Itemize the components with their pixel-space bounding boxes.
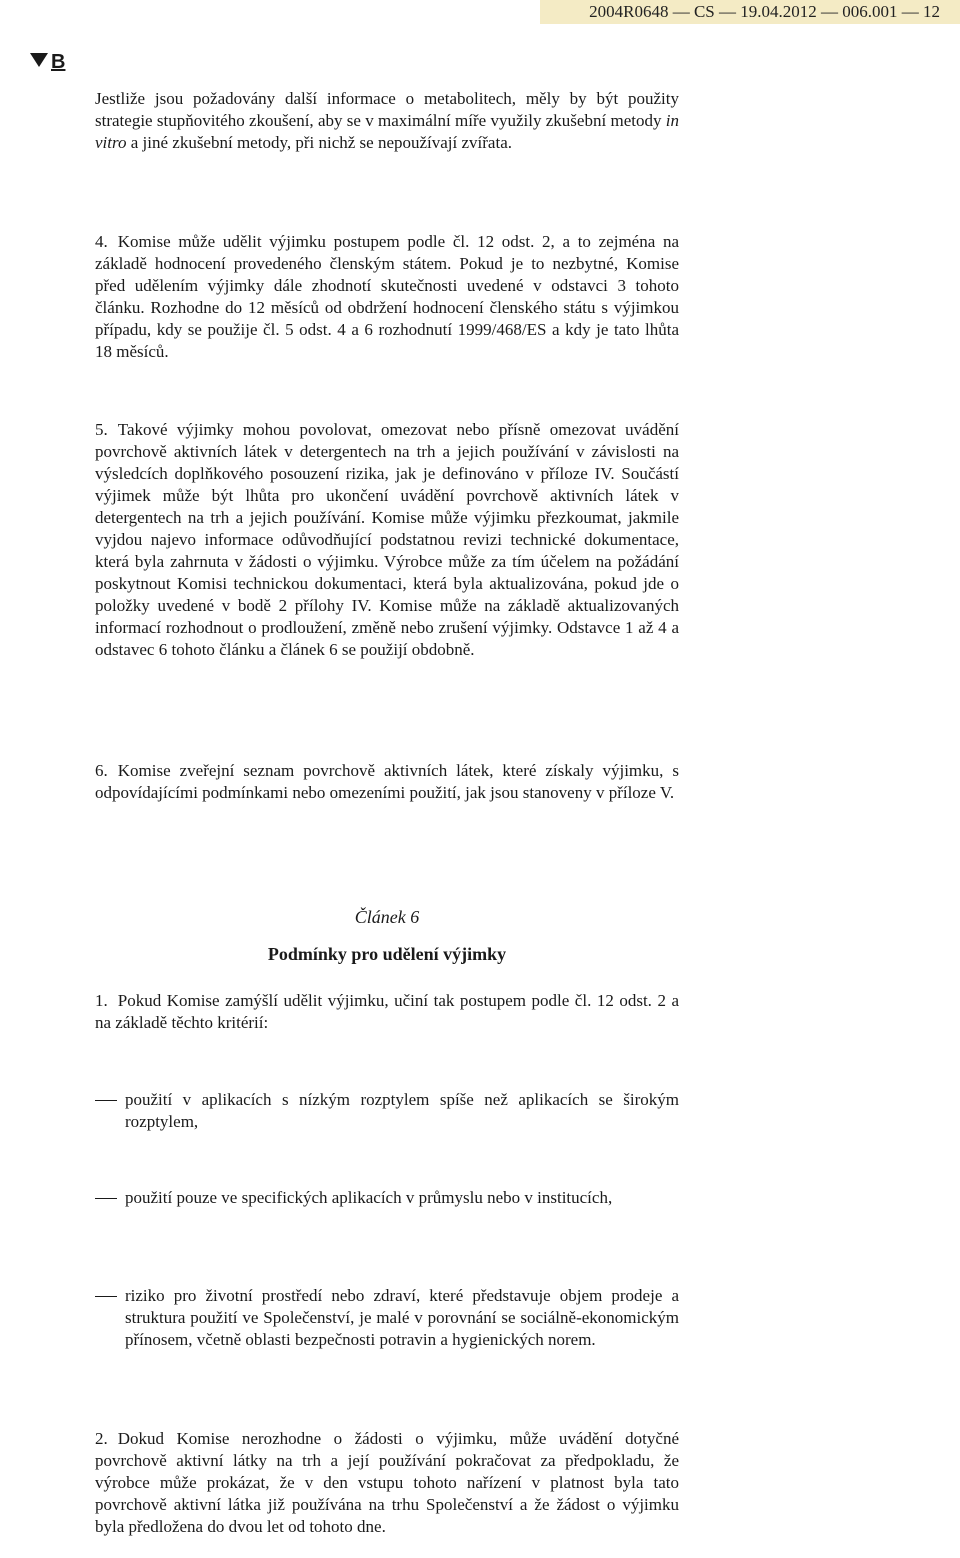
intro-paragraph xyxy=(95,88,679,154)
criteria-item xyxy=(95,1089,679,1133)
article-6-paragraph-2 xyxy=(95,1428,679,1538)
dash-bullet-icon xyxy=(95,1285,117,1307)
paragraph-6 xyxy=(95,760,679,804)
criteria-item-text: použití pouze ve specifických aplikacích v průmyslu nebo v institucích, xyxy=(125,1188,613,1207)
amendment-marker xyxy=(30,50,65,74)
paragraph-5-number: 5. xyxy=(95,420,108,439)
intro-text-after: a jiné zkušební metody, při nichž se nepoužívají zvířata. xyxy=(126,133,512,152)
criteria-item xyxy=(95,1187,679,1209)
article-6-paragraph-2-number: 2. xyxy=(95,1429,108,1448)
amendment-marker-letter: B xyxy=(51,51,66,73)
paragraph-4 xyxy=(95,231,679,363)
article-6-paragraph-1 xyxy=(95,990,679,1034)
paragraph-6-text: Komise zveřejní seznam povrchově aktivních látek, které získaly výjimku, s odpovídajícími podmínkami nebo omezeními použití, jak jsou stanoveny v příloze V. xyxy=(95,761,679,802)
paragraph-6-number: 6. xyxy=(95,761,108,780)
dash-bullet-icon xyxy=(95,1089,117,1111)
document-reference-header: 2004R0648 — CS — 19.04.2012 — 006.001 — 12 xyxy=(540,0,960,24)
paragraph-5-text: Takové výjimky mohou povolovat, omezovat nebo přísně omezovat uvádění povrchově aktivních látek v detergentech na trh a jejich používání v závislosti na výsledcích doplňkového posouzení rizika, jak je definováno v příloze IV. Součástí výjimek může být lhůta pro ukončení uvádění povrchově aktivních látek v detergentech na trh a jejich používání. Komise může výjimku přezkoumat, jakmile vyjdou najevo informace odůvodňující podstatnou revizi technické dokumentace, která byla zahrnuta v žádosti o výjimku. Výrobce může za tím účelem na požádání poskytnout Komisi technickou dokumentaci, která byla aktualizována, pokud jde o položky uvedené v bodě 2 přílohy IV. Komise může na základě aktualizovaných informací rozhodnout o prodloužení, změně nebo zrušení výjimky. Odstavce 1 až 4 a odstavec 6 tohoto článku a článek 6 se použijí obdobně. xyxy=(95,420,679,659)
article-6-paragraph-1-number: 1. xyxy=(95,991,108,1010)
criteria-item-text: riziko pro životní prostředí nebo zdraví, které představuje objem prodeje a struktura použití ve Společenství, je malé v porovnání se sociálně-ekonomickým přínosem, včetně oblasti bezpečnosti potravin a hygienických norem. xyxy=(125,1286,679,1349)
criteria-item xyxy=(95,1285,679,1351)
triangle-down-icon xyxy=(30,53,48,67)
intro-text-before: Jestliže jsou požadovány další informace o metabolitech, měly by být použity strategie stupňovitého zkoušení, aby se v maximální míře využily zkušební metody xyxy=(95,89,679,130)
article-6-paragraph-2-text: Dokud Komise nerozhodne o žádosti o výjimku, může uvádění dotyčné povrchově aktivní látky na trh a její používání pokračovat za předpokladu, že výrobce může prokázat, že v den vstupu tohoto nařízení v platnost byla tato povrchově aktivní látka již používána na trhu Společenství a že žádost o výjimku byla předložena do dvou let od tohoto dne. xyxy=(95,1429,679,1536)
criteria-item-text: použití v aplikacích s nízkým rozptylem spíše než aplikacích se širokým rozptylem, xyxy=(125,1090,679,1131)
article-heading: Podmínky pro udělení výjimky xyxy=(267,944,507,964)
dash-bullet-icon xyxy=(95,1187,117,1209)
paragraph-4-number: 4. xyxy=(95,232,108,251)
paragraph-5 xyxy=(95,419,679,661)
article-6-paragraph-1-text: Pokud Komise zamýšlí udělit výjimku, učiní tak postupem podle čl. 12 odst. 2 a na základě těchto kritérií: xyxy=(95,991,679,1032)
article-title: Článek 6 xyxy=(354,907,420,927)
intro-text-italic: in vitro xyxy=(95,111,679,152)
paragraph-4-text: Komise může udělit výjimku postupem podle čl. 12 odst. 2, a to zejména na základě hodnocení provedeného členským státem. Pokud je to nezbytné, Komise před udělením výjimky dále zhodnotí skutečnosti uvedené v odstavci 3 tohoto článku. Rozhodne do 12 měsíců od obdržení hodnocení členského státu s výjimkou případu, kdy se použije čl. 5 odst. 4 a 6 rozhodnutí 1999/468/ES a kdy je tato lhůta 18 měsíců. xyxy=(95,232,679,361)
